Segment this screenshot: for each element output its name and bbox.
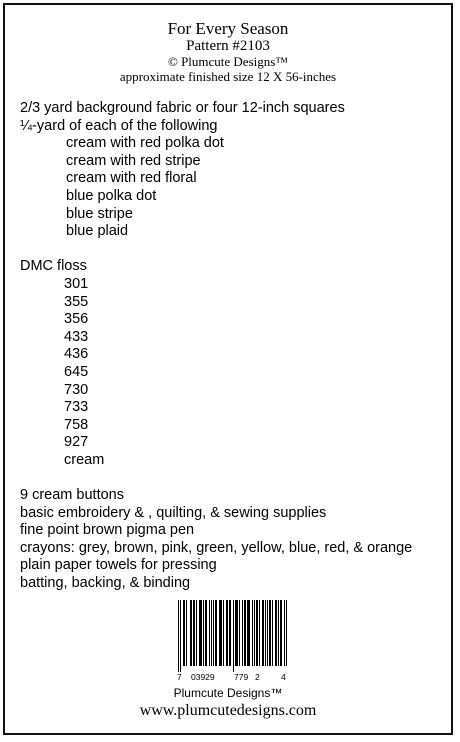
barcode-bar: [200, 600, 201, 666]
barcode-bar: [284, 600, 285, 666]
barcode: [177, 600, 287, 680]
barcode-bar: [190, 600, 191, 666]
barcode-bar: [270, 600, 271, 666]
barcode-bar: [221, 600, 222, 666]
barcode-bar: [201, 600, 202, 666]
supply-item: 9 cream buttons: [20, 487, 124, 504]
barcode-bar: [215, 600, 216, 666]
fabric-line-1: 2/3 yard background fabric or four 12-inch squares: [20, 100, 345, 116]
materials-list: [20, 100, 412, 593]
barcode-bar: [216, 600, 217, 666]
barcode-bar: [263, 600, 264, 666]
floss-item: 927: [64, 434, 89, 451]
barcode-bar: [229, 600, 230, 666]
header: [0, 20, 456, 84]
barcode-bar: [286, 600, 287, 666]
floss-item: 433: [64, 328, 89, 345]
barcode-bar: [262, 600, 263, 666]
barcode-bar: [206, 600, 207, 666]
barcode-bar: [237, 600, 238, 666]
barcode-digit: 4: [281, 672, 286, 682]
barcode-bar: [203, 600, 204, 666]
barcode-bar: [223, 600, 224, 666]
fabric-item: blue polka dot: [66, 187, 157, 204]
barcode-bar: [194, 600, 195, 666]
barcode-bar: [191, 600, 192, 666]
floss-item: 758: [64, 416, 89, 433]
barcode-bar: [259, 600, 260, 666]
barcode-bar: [186, 600, 187, 666]
barcode-bar: [280, 600, 281, 666]
supply-item: batting, backing, & binding: [20, 575, 191, 592]
barcode-bar: [256, 600, 257, 666]
barcode-digit: 779: [234, 672, 249, 682]
floss-item: 645: [64, 363, 89, 380]
supply-item: fine point brown pigma pen: [20, 522, 195, 539]
barcode-bar: [252, 600, 253, 666]
barcode-bar: [257, 600, 258, 666]
barcode-bar: [199, 600, 200, 666]
barcode-bar: [219, 600, 220, 666]
fabric-item: cream with red stripe: [66, 152, 201, 169]
barcode-bar: [248, 600, 249, 666]
barcode-bar: [226, 600, 227, 666]
barcode-bar: [267, 600, 268, 666]
barcode-bar: [278, 600, 279, 666]
barcode-bar: [235, 600, 236, 666]
fabric-item: cream with red polka dot: [66, 135, 224, 152]
barcode-bar: [193, 600, 194, 666]
barcode-bar: [227, 600, 228, 666]
finished-size: approximate finished size 12 X 56-inches: [119, 69, 337, 84]
supply-item: plain paper towels for pressing: [20, 557, 217, 574]
barcode-bar: [196, 600, 197, 666]
barcode-bar: [178, 600, 179, 672]
barcode-bar: [249, 600, 250, 666]
barcode-bar: [239, 600, 240, 666]
barcode-bar: [209, 600, 210, 666]
barcode-bar: [272, 600, 273, 666]
copyright: © Plumcute Designs™: [167, 54, 289, 69]
barcode-bar: [281, 600, 282, 666]
floss-item: 733: [64, 399, 89, 416]
barcode-bar: [213, 600, 214, 666]
supply-item: basic embroidery & , quilting, & sewing supplies: [20, 504, 327, 521]
floss-item: cream: [64, 451, 105, 468]
barcode-bars: [177, 600, 287, 672]
barcode-bar: [233, 600, 234, 672]
website-url: www.plumcutedesigns.com: [139, 702, 317, 719]
barcode-bar: [254, 600, 255, 666]
barcode-bar: [265, 600, 266, 666]
brand-name: Plumcute Designs™: [173, 686, 283, 700]
barcode-bar: [184, 600, 185, 666]
floss-item: 355: [64, 293, 89, 310]
barcode-bar: [220, 600, 221, 666]
barcode-bar: [205, 600, 206, 666]
barcode-bar: [180, 600, 181, 672]
fabric-item: blue stripe: [66, 205, 133, 222]
fabric-item: cream with red floral: [66, 170, 197, 187]
floss-heading: DMC floss: [20, 258, 87, 275]
barcode-bar: [244, 600, 245, 666]
barcode-digit: 03929: [191, 672, 215, 682]
supply-item: crayons: grey, brown, pink, green, yellow, blue, red, & orange: [20, 539, 413, 556]
fabric-line-2: ¼-yard of each of the following: [20, 117, 218, 134]
barcode-bar: [236, 600, 237, 666]
fabric-item: blue plaid: [66, 223, 129, 240]
barcode-digit: 2: [255, 672, 260, 682]
barcode-bar: [275, 600, 276, 666]
barcode-bar: [211, 600, 212, 666]
floss-item: 436: [64, 346, 89, 363]
barcode-digit: 7: [177, 672, 182, 682]
pattern-number: Pattern #2103: [186, 38, 270, 54]
barcode-bar: [242, 600, 243, 666]
floss-item: 356: [64, 311, 89, 328]
pattern-title: For Every Season: [167, 19, 289, 38]
barcode-bar: [276, 600, 277, 666]
barcode-bar: [247, 600, 248, 666]
barcode-bar: [230, 600, 231, 666]
barcode-bar: [245, 600, 246, 666]
barcode-bar: [183, 600, 184, 666]
floss-item: 301: [64, 275, 89, 292]
floss-item: 730: [64, 381, 89, 398]
barcode-bar: [269, 600, 270, 666]
